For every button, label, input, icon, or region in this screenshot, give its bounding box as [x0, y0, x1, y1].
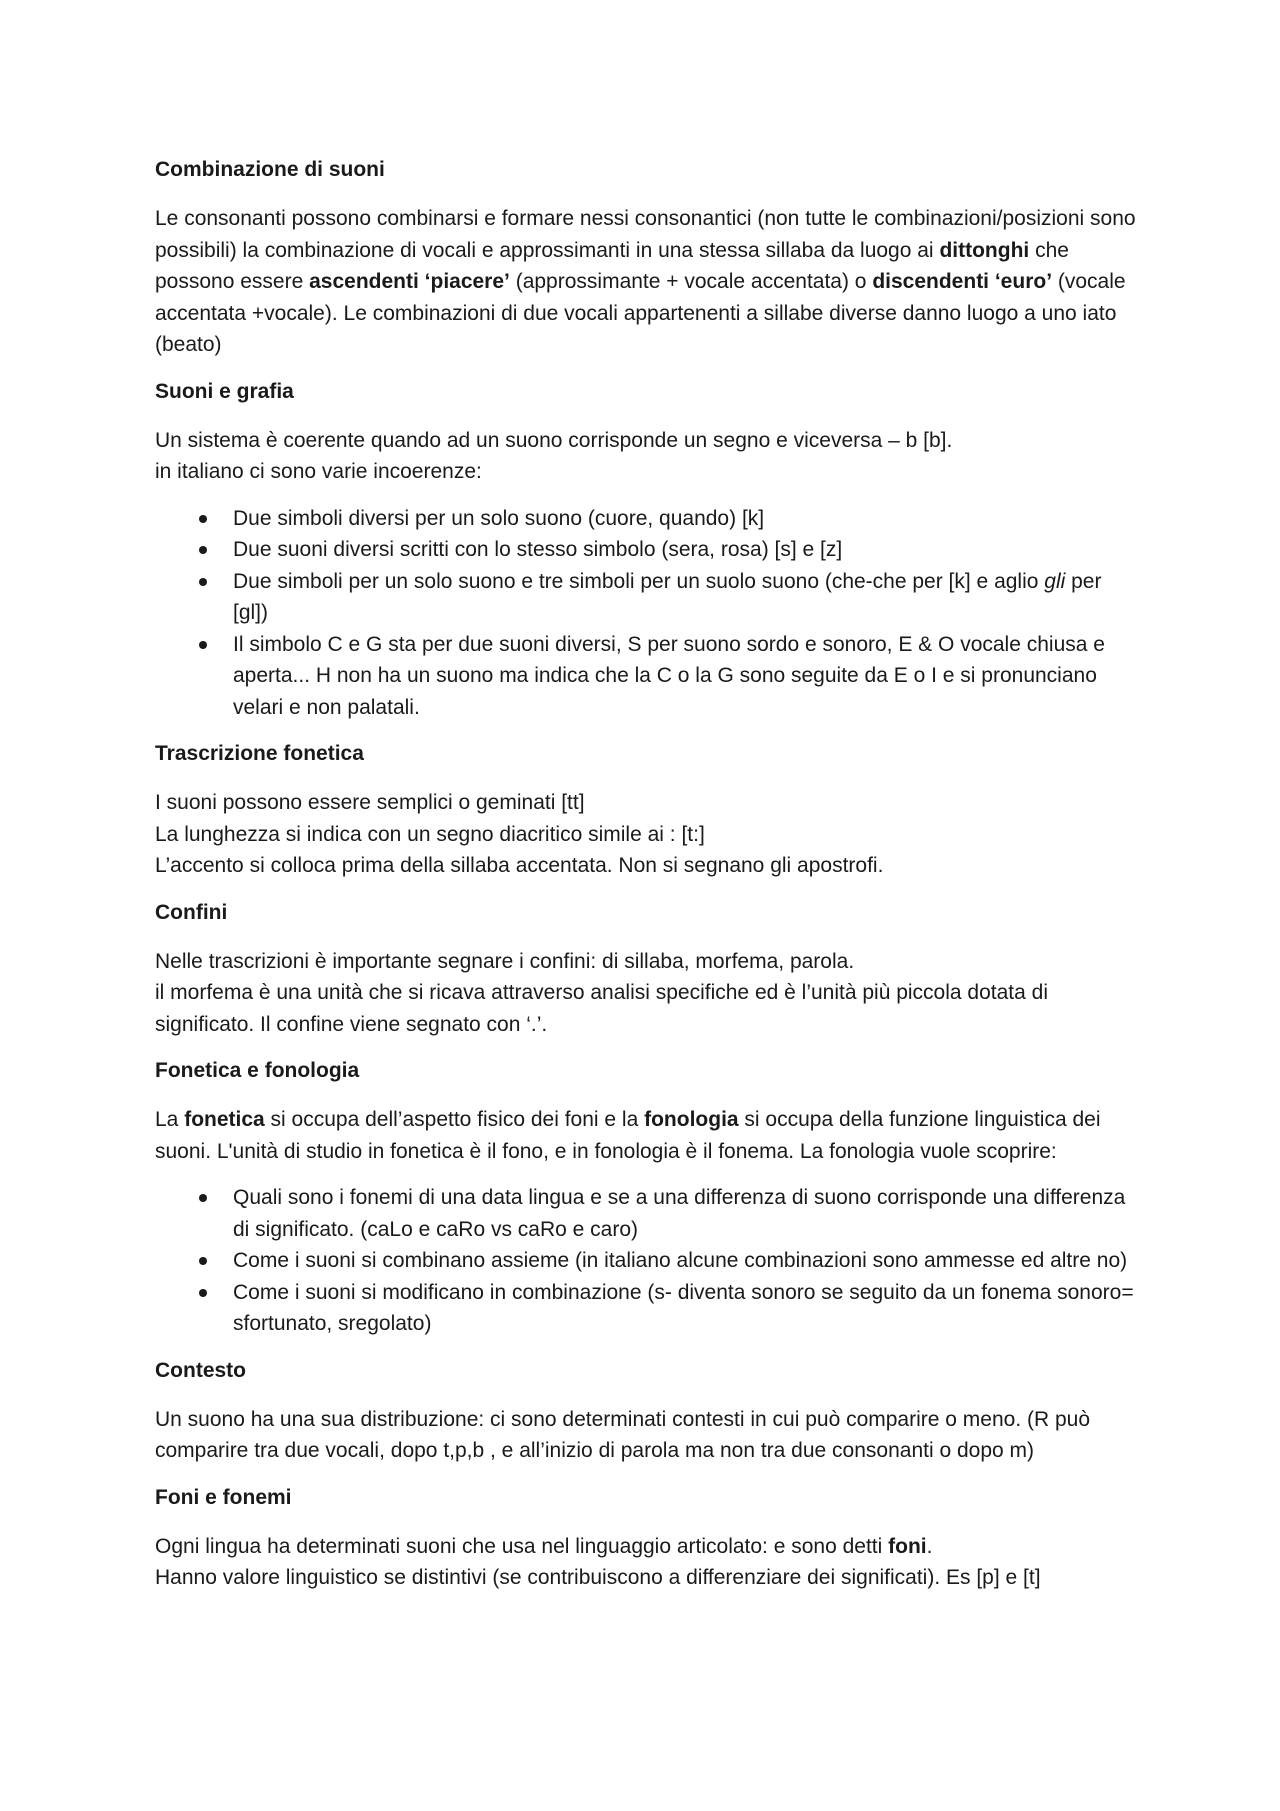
text: si occupa dell’aspetto fisico dei foni e la [264, 1108, 645, 1131]
list-item: Quali sono i fonemi di una data lingua e se a una differenza di suono corrisponde una differenza di significato. (caLo e caRo vs caRo e caro) [233, 1182, 1140, 1245]
bullet-list-fonologia [155, 1182, 1140, 1340]
bold-term: dittonghi [939, 238, 1030, 262]
bullet-list-incoerenze [155, 503, 1140, 724]
heading-fonetica-e-fonologia: Fonetica e fonologia [155, 1059, 360, 1082]
heading-confini: Confini [155, 900, 228, 924]
text: si occupa della funzione linguistica dei suoni. L'unità di studio in fonetica è il fono, e in fonologia è il fonema. La fonologia vuole scoprire: [155, 1108, 1101, 1163]
paragraph-trascrizione [155, 787, 1140, 882]
heading-trascrizione-fonetica: Trascrizione fonetica [155, 742, 364, 765]
list-item: Come i suoni si combinano assieme (in italiano alcune combinazioni sono ammesse ed altre no) [233, 1245, 1140, 1277]
list-item: Come i suoni si modificano in combinazione (s- diventa sonoro se seguito da un fonema sonoro= sfortunato, sregolato) [233, 1277, 1140, 1340]
text: (approssimante + vocale accentata) o [509, 270, 873, 293]
bold-term: fonologia [644, 1108, 739, 1131]
text-line [155, 1531, 1140, 1563]
bold-term: discendenti ‘euro’ [872, 270, 1053, 293]
heading-combinazione-di-suoni: Combinazione di suoni [155, 158, 385, 181]
bold-term: fonetica [184, 1108, 265, 1131]
paragraph-contesto: Un suono ha una sua distribuzione: ci sono determinati contesti in cui può comparire o meno. (R può comparire tra due vocali, dopo t,p,b , e all’inizio di parola ma non tra due consonanti o dopo m) [155, 1407, 1091, 1462]
text-line: in italiano ci sono varie incoerenze: [155, 460, 482, 483]
heading-foni-e-fonemi: Foni e fonemi [155, 1485, 292, 1509]
paragraph-foni-fonemi [155, 1531, 1140, 1594]
text: La [155, 1108, 185, 1131]
text: (vocale accentata +vocale). Le combinazioni di due vocali appartenenti a sillabe diverse danno luogo a uno iato (beato) [155, 270, 1126, 356]
text: Le consonanti possono combinarsi e formare nessi consonantici (non tutte le combinazioni/posizioni sono possibili) la combinazione di vocali e approssimanti in una stessa sillaba da luogo ai [155, 207, 1136, 262]
text-line: il morfema è una unità che si ricava attraverso analisi specifiche ed è l’unità più piccola dotata di significato. Il confine viene segnato con ‘.’. [155, 981, 1048, 1036]
list-item: Il simbolo C e G sta per due suoni diversi, S per suono sordo e sonoro, E & O vocale chiusa e aperta... H non ha un suono ma indica che la C o la G sono seguite da E o I e si pronunciano velari e non palatali. [233, 629, 1140, 724]
text-line: L’accento si colloca prima della sillaba accentata. Non si segnano gli apostrofi. [155, 854, 884, 877]
text: . [926, 1534, 933, 1558]
text-line: Hanno valore linguistico se distintivi (se contribuiscono a differenziare dei significati). Es [p] e [t] [155, 1566, 1041, 1589]
paragraph-fonetica [155, 1104, 1140, 1167]
text-line: Nelle trascrizioni è importante segnare i confini: di sillaba, morfema, parola. [155, 949, 855, 973]
text-line: Un sistema è coerente quando ad un suono corrisponde un segno e viceversa – b [b]. [155, 428, 953, 452]
bold-term: ascendenti ‘piacere’ [309, 270, 510, 293]
heading-contesto: Contesto [155, 1358, 246, 1382]
text-line: La lunghezza si indica con un segno diacritico simile ai : [t:] [155, 822, 705, 846]
bold-term: foni [888, 1534, 927, 1558]
list-item: Due simboli diversi per un solo suono (cuore, quando) [k] [233, 503, 1140, 535]
paragraph-combinazione [155, 203, 1140, 361]
paragraph-suoni-grafia [155, 425, 1140, 488]
text: che possono essere [155, 238, 1069, 293]
text-line: I suoni possono essere semplici o geminati [tt] [155, 791, 585, 814]
paragraph-confini [155, 946, 1140, 1041]
text: per [gl]) [233, 569, 1102, 624]
text: Ogni lingua ha determinati suoni che usa nel linguaggio articolato: e sono detti [155, 1534, 889, 1558]
document-content [155, 154, 1140, 1609]
list-item [233, 566, 1140, 629]
heading-suoni-e-grafia: Suoni e grafia [155, 379, 294, 403]
text: Due simboli per un solo suono e tre simboli per un suolo suono (che-che per [k] e aglio [233, 569, 1045, 593]
italic-term: gli [1044, 569, 1066, 593]
list-item: Due suoni diversi scritti con lo stesso simbolo (sera, rosa) [s] e [z] [233, 534, 1140, 566]
